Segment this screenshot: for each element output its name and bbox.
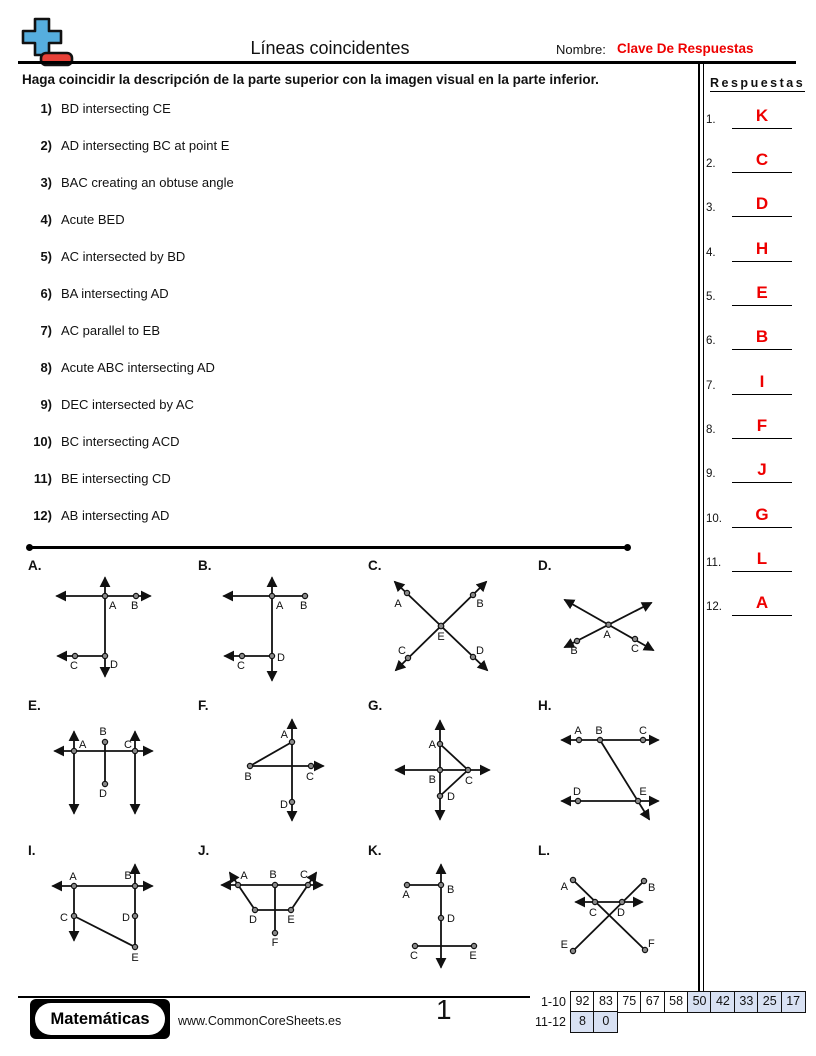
svg-text:D: D (277, 652, 285, 664)
question-number: 8) (40, 360, 52, 375)
figure-L (532, 841, 700, 983)
score-cell: 25 (757, 991, 782, 1013)
score-cell: 8 (570, 1011, 595, 1033)
question-text: BD intersecting CE (61, 101, 171, 116)
answer-row-5 (698, 283, 816, 309)
svg-text:A: A (280, 729, 288, 741)
svg-text:C: C (60, 912, 68, 924)
svg-text:C: C (589, 907, 597, 919)
figure-J-drawing (192, 841, 360, 983)
figure-I-label: I. (28, 843, 36, 858)
svg-text:D: D (110, 659, 118, 671)
svg-text:A: A (109, 600, 117, 612)
question-5 (22, 248, 662, 266)
question-number: 5) (40, 249, 52, 264)
svg-text:B: B (570, 645, 578, 657)
brand-name: Matemáticas (35, 1003, 165, 1035)
svg-text:E: E (639, 786, 647, 798)
svg-text:B: B (476, 598, 484, 610)
answer-row-12 (698, 593, 816, 619)
question-text: BA intersecting AD (61, 286, 169, 301)
svg-text:C: C (300, 869, 308, 881)
svg-text:D: D (447, 913, 455, 925)
answer-blank: E (732, 283, 792, 306)
score-row2-label: 11-12 (534, 1015, 566, 1030)
brand-logo (30, 999, 170, 1039)
svg-text:C: C (465, 775, 473, 787)
question-8 (22, 359, 662, 377)
score-cell: 0 (593, 1011, 618, 1033)
answer-blank: I (732, 372, 792, 395)
question-10 (22, 433, 662, 451)
figure-E-label: E. (28, 698, 41, 713)
figure-G (362, 696, 530, 834)
figure-D-label: D. (538, 558, 552, 573)
answer-number: 10. (706, 513, 722, 525)
question-text: AD intersecting BC at point E (61, 138, 230, 153)
page-title: Líneas coincidentes (250, 38, 410, 58)
question-3 (22, 174, 662, 192)
figure-B-label: B. (198, 558, 212, 573)
figure-D (532, 556, 700, 688)
svg-text:C: C (639, 725, 647, 737)
name-label: Nombre: (556, 42, 606, 57)
answer-row-9 (698, 460, 816, 486)
figure-D-drawing (532, 556, 700, 688)
answer-number: 4. (706, 247, 716, 259)
answer-blank: C (732, 150, 792, 173)
figure-G-label: G. (368, 698, 383, 713)
figure-B (192, 556, 360, 688)
svg-text:D: D (447, 791, 455, 803)
question-number: 12) (33, 508, 52, 523)
divider-dot-right (624, 544, 631, 551)
answer-number: 9. (706, 468, 716, 480)
question-number: 4) (40, 212, 52, 227)
figure-C-label: C. (368, 558, 382, 573)
question-12 (22, 507, 662, 525)
svg-text:A: A (574, 725, 582, 737)
svg-text:E: E (437, 631, 445, 643)
question-text: Acute ABC intersecting AD (61, 360, 215, 375)
answer-number: 11. (706, 557, 722, 569)
answer-blank: G (732, 505, 792, 528)
question-2 (22, 137, 662, 155)
score-row1-label: 1-10 (540, 995, 566, 1009)
question-text: Acute BED (61, 212, 125, 227)
answer-blank: D (732, 194, 792, 217)
question-6 (22, 285, 662, 303)
answer-number: 5. (706, 291, 716, 303)
figure-L-label: L. (538, 843, 550, 858)
question-number: 10) (33, 434, 52, 449)
figure-G-drawing (362, 696, 530, 834)
figure-J (192, 841, 360, 983)
question-number: 3) (40, 175, 52, 190)
svg-text:A: A (69, 871, 77, 883)
answer-blank: F (732, 416, 792, 439)
footer-rule (18, 996, 530, 998)
svg-text:B: B (428, 774, 436, 786)
svg-text:D: D (476, 645, 484, 657)
question-number: 6) (40, 286, 52, 301)
svg-text:A: A (428, 739, 436, 751)
figure-C (362, 556, 530, 688)
svg-text:D: D (99, 788, 107, 800)
score-cell: 67 (640, 991, 665, 1013)
svg-text:F: F (648, 938, 655, 950)
score-table-row-1 (526, 991, 806, 1013)
figure-E-drawing (22, 696, 190, 834)
svg-text:B: B (244, 771, 252, 783)
question-text: DEC intersected by AC (61, 397, 194, 412)
svg-text:A: A (79, 739, 87, 751)
question-number: 9) (40, 397, 52, 412)
answer-row-11 (698, 549, 816, 575)
svg-text:E: E (560, 939, 568, 951)
question-text: AB intersecting AD (61, 508, 170, 523)
question-text: BAC creating an obtuse angle (61, 175, 234, 190)
svg-text:C: C (237, 660, 245, 672)
figure-K-label: K. (368, 843, 382, 858)
figure-C-drawing (362, 556, 530, 688)
answer-row-4 (698, 239, 816, 265)
question-text: BE intersecting CD (61, 471, 171, 486)
figure-K (362, 841, 530, 983)
divider-dot-left (26, 544, 33, 551)
answer-blank: L (732, 549, 792, 572)
answer-number: 12. (706, 601, 722, 613)
page-number: 1 (436, 994, 452, 1025)
figure-I (22, 841, 190, 983)
header-rule (18, 61, 796, 64)
svg-text:C: C (631, 643, 639, 655)
svg-text:B: B (595, 725, 603, 737)
figure-H-drawing (532, 696, 700, 834)
figure-H-label: H. (538, 698, 552, 713)
answer-blank: A (732, 593, 792, 616)
instruction-text: Haga coincidir la descripción de la parte superior con la imagen visual en la parte inferior. (22, 72, 599, 87)
svg-text:B: B (131, 600, 139, 612)
score-cell: 33 (734, 991, 759, 1013)
question-number: 11) (33, 471, 52, 486)
score-table-row-2 (526, 1011, 618, 1033)
question-4 (22, 211, 662, 229)
question-1 (22, 100, 662, 118)
question-11 (22, 470, 662, 488)
figure-B-drawing (192, 556, 360, 688)
svg-text:B: B (124, 870, 132, 882)
svg-text:B: B (269, 869, 277, 881)
figure-A (22, 556, 190, 688)
figure-F-drawing (192, 696, 360, 834)
answer-blank: B (732, 327, 792, 350)
figure-A-drawing (22, 556, 190, 688)
svg-text:A: A (603, 629, 611, 641)
svg-text:A: A (560, 881, 568, 893)
score-cell: 83 (593, 991, 618, 1013)
svg-text:A: A (394, 598, 402, 610)
answer-number: 7. (706, 380, 716, 392)
figure-F-label: F. (198, 698, 209, 713)
question-number: 2) (40, 138, 52, 153)
figure-E (22, 696, 190, 834)
svg-text:D: D (122, 912, 130, 924)
answer-number: 8. (706, 424, 716, 436)
answer-blank: H (732, 239, 792, 262)
score-cell: 17 (781, 991, 806, 1013)
question-text: AC parallel to EB (61, 323, 160, 338)
figure-H (532, 696, 700, 834)
website-link: www.CommonCoreSheets.es (178, 1014, 342, 1028)
answers-title: Respuestas (710, 76, 806, 90)
answer-number: 6. (706, 335, 716, 347)
svg-text:C: C (124, 739, 132, 751)
svg-text:C: C (398, 645, 406, 657)
answer-row-10 (698, 505, 816, 531)
score-cell: 58 (664, 991, 689, 1013)
svg-text:A: A (276, 600, 284, 612)
figure-K-drawing (362, 841, 530, 983)
svg-text:A: A (240, 870, 248, 882)
svg-text:D: D (249, 914, 257, 926)
question-text: BC intersecting ACD (61, 434, 180, 449)
answer-row-2 (698, 150, 816, 176)
svg-text:E: E (469, 950, 477, 962)
svg-text:E: E (131, 952, 139, 964)
svg-text:B: B (99, 726, 107, 738)
answer-row-6 (698, 327, 816, 353)
question-number: 7) (40, 323, 52, 338)
figure-I-drawing (22, 841, 190, 983)
svg-text:B: B (300, 600, 308, 612)
question-9 (22, 396, 662, 414)
name-value: Clave De Respuestas (617, 41, 754, 56)
svg-text:F: F (271, 937, 279, 949)
svg-text:B: B (447, 884, 455, 896)
answer-row-7 (698, 372, 816, 398)
question-number: 1) (40, 101, 52, 116)
score-cell: 50 (687, 991, 712, 1013)
figure-F (192, 696, 360, 834)
svg-text:C: C (306, 771, 314, 783)
svg-text:D: D (280, 799, 288, 811)
svg-text:D: D (573, 786, 581, 798)
section-divider (30, 546, 627, 549)
question-text: AC intersected by BD (61, 249, 186, 264)
answer-number: 1. (706, 114, 716, 126)
answer-number: 3. (706, 202, 716, 214)
answer-row-3 (698, 194, 816, 220)
score-cell: 92 (570, 991, 595, 1013)
answer-row-1 (698, 106, 816, 132)
question-7 (22, 322, 662, 340)
score-cell: 42 (710, 991, 735, 1013)
svg-text:C: C (70, 660, 78, 672)
score-cell: 75 (617, 991, 642, 1013)
figure-A-label: A. (28, 558, 42, 573)
figure-L-drawing (532, 841, 700, 983)
svg-text:D: D (617, 907, 625, 919)
figure-J-label: J. (198, 843, 210, 858)
answer-row-8 (698, 416, 816, 442)
answer-blank: J (732, 460, 792, 483)
answer-number: 2. (706, 158, 716, 170)
answer-blank: K (732, 106, 792, 129)
svg-text:A: A (402, 889, 410, 901)
svg-text:C: C (410, 950, 418, 962)
svg-text:E: E (287, 914, 295, 926)
svg-text:B: B (648, 882, 656, 894)
